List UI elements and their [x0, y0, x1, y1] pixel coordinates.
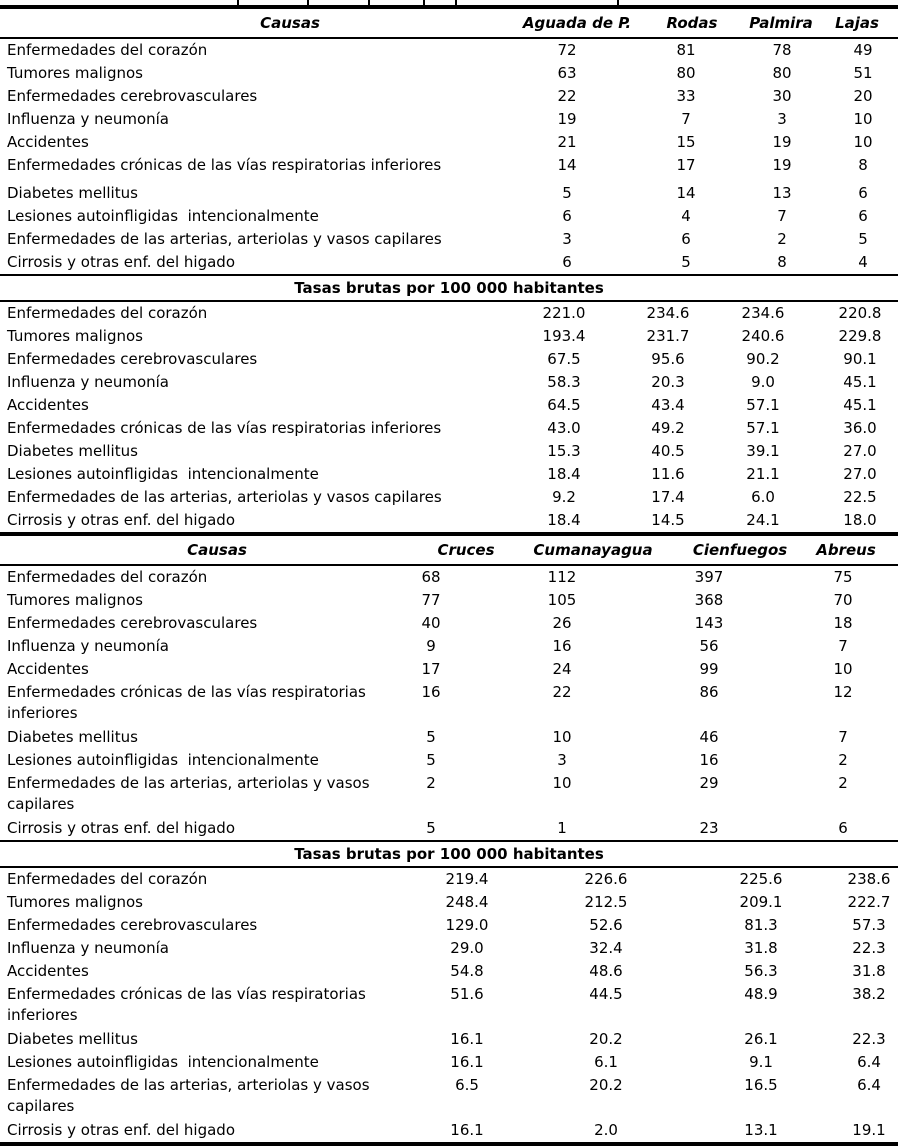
value-cell: 36.0: [843, 419, 877, 437]
cause-label: Enfermedades crónicas de las vías respiratorias inferiores: [7, 156, 442, 174]
value-cell: 24.1: [746, 511, 780, 529]
value-cell: 3: [777, 110, 787, 128]
value-cell: 77: [421, 591, 441, 609]
value-cell: 57.3: [852, 916, 886, 934]
table2-rates-section: [0, 868, 898, 1142]
value-cell: 105: [547, 591, 577, 609]
table-row: [0, 486, 898, 509]
table2-header-row: [0, 536, 898, 566]
value-cell: 231.7: [646, 327, 690, 345]
cause-label: Accidentes: [7, 396, 89, 414]
value-cell: 29.0: [450, 939, 484, 957]
value-cell: 1: [557, 819, 567, 837]
cause-label: Cirrosis y otras enf. del higado: [7, 511, 236, 529]
value-cell: 193.4: [542, 327, 586, 345]
value-cell: 11.6: [651, 465, 685, 483]
cause-label: Enfermedades del corazón: [7, 870, 208, 888]
value-cell: 40.5: [651, 442, 685, 460]
value-cell: 80: [772, 64, 792, 82]
cause-label: Cirrosis y otras enf. del higado: [7, 819, 236, 837]
value-cell: 222.7: [847, 893, 891, 911]
value-cell: 99: [699, 660, 719, 678]
value-cell: 45.1: [843, 396, 877, 414]
value-cell: 81: [676, 41, 696, 59]
cause-label: Enfermedades cerebrovasculares: [7, 87, 258, 105]
table-row: [0, 131, 898, 154]
value-cell: 6: [858, 207, 868, 225]
cause-label: Enfermedades del corazón: [7, 304, 208, 322]
value-cell: 49.2: [651, 419, 685, 437]
value-cell: 13.1: [744, 1121, 778, 1139]
value-cell: 57.1: [746, 419, 780, 437]
table-row: [0, 205, 898, 228]
value-cell: 26.1: [744, 1030, 778, 1048]
municipality-column-header: Rodas: [666, 14, 718, 32]
value-cell: 7: [838, 637, 848, 655]
cause-label: Diabetes mellitus: [7, 442, 138, 460]
value-cell: 368: [694, 591, 724, 609]
table-row: [0, 1028, 898, 1051]
value-cell: 238.6: [847, 870, 891, 888]
municipality-column-header: Lajas: [835, 14, 879, 32]
value-cell: 24: [552, 660, 572, 678]
cause-label: Enfermedades de las arterias, arteriolas y vasos capilares: [7, 774, 375, 813]
value-cell: 240.6: [741, 327, 785, 345]
table-row: [0, 417, 898, 440]
value-cell: 32.4: [589, 939, 623, 957]
table-row: [0, 251, 898, 274]
value-cell: 56.3: [744, 962, 778, 980]
value-cell: 17: [676, 156, 696, 174]
table-row: [0, 371, 898, 394]
table-row: [0, 658, 898, 681]
value-cell: 2.0: [594, 1121, 618, 1139]
cell-divider-tick: [423, 0, 425, 7]
municipality-column-header: Abreus: [816, 541, 876, 559]
value-cell: 2: [777, 230, 787, 248]
value-cell: 7: [838, 728, 848, 746]
value-cell: 27.0: [843, 465, 877, 483]
municipality-column-header: Cienfuegos: [692, 541, 788, 559]
table1-counts-section: [0, 39, 898, 274]
value-cell: 209.1: [739, 893, 783, 911]
value-cell: 31.8: [744, 939, 778, 957]
value-cell: 6: [838, 819, 848, 837]
value-cell: 16: [421, 683, 441, 701]
value-cell: 18.0: [843, 511, 877, 529]
cell-divider-tick: [237, 0, 239, 7]
value-cell: 13: [772, 184, 792, 202]
value-cell: 81.3: [744, 916, 778, 934]
value-cell: 4: [681, 207, 691, 225]
value-cell: 5: [562, 184, 572, 202]
value-cell: 5: [426, 819, 436, 837]
table1-rates-section: [0, 302, 898, 532]
cause-label: Cirrosis y otras enf. del higado: [7, 1121, 236, 1139]
value-cell: 16.1: [450, 1030, 484, 1048]
table-row: [0, 1074, 898, 1119]
table-row: [0, 394, 898, 417]
value-cell: 9.0: [751, 373, 775, 391]
value-cell: 22: [557, 87, 577, 105]
value-cell: 72: [557, 41, 577, 59]
table-row: [0, 891, 898, 914]
value-cell: 6: [858, 184, 868, 202]
value-cell: 19: [557, 110, 577, 128]
value-cell: 6.0: [751, 488, 775, 506]
cause-label: Tumores malignos: [7, 591, 143, 609]
cause-label: Influenza y neumonía: [7, 939, 169, 957]
cause-label: Diabetes mellitus: [7, 184, 138, 202]
value-cell: 20.2: [589, 1030, 623, 1048]
value-cell: 20.3: [651, 373, 685, 391]
value-cell: 38.2: [852, 985, 886, 1003]
table1-header-row: [0, 9, 898, 39]
value-cell: 31.8: [852, 962, 886, 980]
value-cell: 10: [853, 110, 873, 128]
value-cell: 52.6: [589, 916, 623, 934]
value-cell: 220.8: [838, 304, 882, 322]
value-cell: 6.5: [455, 1076, 479, 1094]
cause-label: Enfermedades de las arterias, arteriolas y vasos capilares: [7, 230, 442, 248]
table-row: [0, 228, 898, 251]
value-cell: 8: [777, 253, 787, 271]
cropped-row-remnant: [0, 0, 898, 9]
value-cell: 18.4: [547, 465, 581, 483]
cause-label: Influenza y neumonía: [7, 373, 169, 391]
cause-label: Accidentes: [7, 133, 89, 151]
value-cell: 48.6: [589, 962, 623, 980]
value-cell: 219.4: [445, 870, 489, 888]
table-row: [0, 937, 898, 960]
value-cell: 45.1: [843, 373, 877, 391]
cause-label: Tumores malignos: [7, 327, 143, 345]
value-cell: 212.5: [584, 893, 628, 911]
value-cell: 58.3: [547, 373, 581, 391]
table-row: [0, 589, 898, 612]
cause-label: Enfermedades cerebrovasculares: [7, 350, 258, 368]
value-cell: 63: [557, 64, 577, 82]
value-cell: 21.1: [746, 465, 780, 483]
table-row: [0, 509, 898, 532]
table-row: [0, 62, 898, 85]
value-cell: 70: [833, 591, 853, 609]
value-cell: 43.0: [547, 419, 581, 437]
value-cell: 22.5: [843, 488, 877, 506]
table-row: [0, 108, 898, 131]
value-cell: 40: [421, 614, 441, 632]
value-cell: 90.1: [843, 350, 877, 368]
value-cell: 2: [838, 774, 848, 792]
value-cell: 10: [833, 660, 853, 678]
value-cell: 56: [699, 637, 719, 655]
value-cell: 57.1: [746, 396, 780, 414]
value-cell: 49: [853, 41, 873, 59]
municipality-column-header: Cumanayagua: [533, 541, 653, 559]
municipality-column-header: Cruces: [437, 541, 495, 559]
value-cell: 9.2: [552, 488, 576, 506]
value-cell: 15.3: [547, 442, 581, 460]
value-cell: 5: [681, 253, 691, 271]
value-cell: 17: [421, 660, 441, 678]
value-cell: 129.0: [445, 916, 489, 934]
value-cell: 15: [676, 133, 696, 151]
causes-column-header: Causas: [187, 541, 247, 559]
value-cell: 27.0: [843, 442, 877, 460]
value-cell: 234.6: [646, 304, 690, 322]
cause-label: Tumores malignos: [7, 64, 143, 82]
table-row: [0, 914, 898, 937]
cause-label: Enfermedades cerebrovasculares: [7, 614, 258, 632]
cause-label: Enfermedades crónicas de las vías respiratorias inferiores: [7, 419, 442, 437]
value-cell: 33: [676, 87, 696, 105]
value-cell: 29: [699, 774, 719, 792]
cause-label: Accidentes: [7, 962, 89, 980]
value-cell: 21: [557, 133, 577, 151]
value-cell: 6.4: [857, 1053, 881, 1071]
value-cell: 7: [681, 110, 691, 128]
value-cell: 3: [557, 751, 567, 769]
value-cell: 112: [547, 568, 577, 586]
table-row: [0, 960, 898, 983]
cell-divider-tick: [455, 0, 457, 7]
value-cell: 20.2: [589, 1076, 623, 1094]
value-cell: 234.6: [741, 304, 785, 322]
value-cell: 20: [853, 87, 873, 105]
value-cell: 5: [426, 728, 436, 746]
cause-label: Enfermedades del corazón: [7, 41, 208, 59]
value-cell: 22.3: [852, 939, 886, 957]
table-row: [0, 612, 898, 635]
cause-label: Accidentes: [7, 660, 89, 678]
value-cell: 14: [557, 156, 577, 174]
value-cell: 6: [681, 230, 691, 248]
value-cell: 8: [858, 156, 868, 174]
value-cell: 143: [694, 614, 724, 632]
value-cell: 80: [676, 64, 696, 82]
table-row: [0, 983, 898, 1028]
cause-label: Diabetes mellitus: [7, 728, 138, 746]
value-cell: 6.4: [857, 1076, 881, 1094]
value-cell: 16.1: [450, 1121, 484, 1139]
table1-rates-section-title: Tasas brutas por 100 000 habitantes: [0, 274, 898, 302]
value-cell: 39.1: [746, 442, 780, 460]
cause-label: Enfermedades de las arterias, arteriolas y vasos capilares: [7, 1076, 375, 1115]
municipality-column-header: Palmira: [749, 14, 813, 32]
value-cell: 17.4: [651, 488, 685, 506]
table-aguada-rodas-palmira-lajas: [0, 9, 898, 532]
value-cell: 19: [772, 133, 792, 151]
value-cell: 44.5: [589, 985, 623, 1003]
table-row: [0, 463, 898, 486]
value-cell: 225.6: [739, 870, 783, 888]
value-cell: 23: [699, 819, 719, 837]
value-cell: 6.1: [594, 1053, 618, 1071]
value-cell: 90.2: [746, 350, 780, 368]
cause-label: Lesiones autoinfligidas intencionalmente: [7, 465, 319, 483]
value-cell: 18.4: [547, 511, 581, 529]
cause-label: Tumores malignos: [7, 893, 143, 911]
table-row: [0, 681, 898, 726]
table-row: [0, 772, 898, 817]
value-cell: 43.4: [651, 396, 685, 414]
value-cell: 16: [699, 751, 719, 769]
value-cell: 14.5: [651, 511, 685, 529]
value-cell: 19: [772, 156, 792, 174]
value-cell: 18: [833, 614, 853, 632]
table-row: [0, 182, 898, 205]
cause-label: Diabetes mellitus: [7, 1030, 138, 1048]
cause-label: Enfermedades de las arterias, arteriolas y vasos capilares: [7, 488, 442, 506]
table2-counts-section: [0, 566, 898, 840]
value-cell: 6: [562, 253, 572, 271]
value-cell: 10: [853, 133, 873, 151]
table-row: [0, 1051, 898, 1074]
value-cell: 95.6: [651, 350, 685, 368]
value-cell: 16: [552, 637, 572, 655]
cause-label: Enfermedades cerebrovasculares: [7, 916, 258, 934]
table-row: [0, 302, 898, 325]
cause-label: Influenza y neumonía: [7, 110, 169, 128]
value-cell: 54.8: [450, 962, 484, 980]
value-cell: 10: [552, 774, 572, 792]
cause-label: Enfermedades crónicas de las vías respiratorias inferiores: [7, 985, 371, 1024]
table-row: [0, 868, 898, 891]
value-cell: 7: [777, 207, 787, 225]
value-cell: 22.3: [852, 1030, 886, 1048]
table-row: [0, 325, 898, 348]
cause-label: Lesiones autoinfligidas intencionalmente: [7, 1053, 319, 1071]
cause-label: Lesiones autoinfligidas intencionalmente: [7, 751, 319, 769]
cell-divider-tick: [617, 0, 619, 7]
table-row: [0, 817, 898, 840]
value-cell: 48.9: [744, 985, 778, 1003]
value-cell: 10: [552, 728, 572, 746]
value-cell: 9: [426, 637, 436, 655]
value-cell: 16.1: [450, 1053, 484, 1071]
cell-divider-tick: [307, 0, 309, 7]
table-row: [0, 39, 898, 62]
value-cell: 5: [858, 230, 868, 248]
value-cell: 86: [699, 683, 719, 701]
value-cell: 14: [676, 184, 696, 202]
cause-label: Enfermedades crónicas de las vías respiratorias inferiores: [7, 683, 371, 722]
cell-divider-tick: [368, 0, 370, 7]
value-cell: 12: [833, 683, 853, 701]
value-cell: 46: [699, 728, 719, 746]
value-cell: 51.6: [450, 985, 484, 1003]
value-cell: 3: [562, 230, 572, 248]
value-cell: 16.5: [744, 1076, 778, 1094]
value-cell: 221.0: [542, 304, 586, 322]
cause-label: Cirrosis y otras enf. del higado: [7, 253, 236, 271]
value-cell: 68: [421, 568, 441, 586]
value-cell: 4: [858, 253, 868, 271]
municipality-column-header: Aguada de P.: [522, 14, 632, 32]
cause-label: Influenza y neumonía: [7, 637, 169, 655]
value-cell: 9.1: [749, 1053, 773, 1071]
value-cell: 229.8: [838, 327, 882, 345]
value-cell: 75: [833, 568, 853, 586]
value-cell: 26: [552, 614, 572, 632]
table-row: [0, 85, 898, 108]
value-cell: 2: [426, 774, 436, 792]
table2-rates-section-title: Tasas brutas por 100 000 habitantes: [0, 840, 898, 868]
value-cell: 30: [772, 87, 792, 105]
table-row: [0, 154, 898, 177]
cause-label: Enfermedades del corazón: [7, 568, 208, 586]
value-cell: 22: [552, 683, 572, 701]
value-cell: 67.5: [547, 350, 581, 368]
value-cell: 64.5: [547, 396, 581, 414]
cause-label: Lesiones autoinfligidas intencionalmente: [7, 207, 319, 225]
value-cell: 51: [853, 64, 873, 82]
table-cruces-cumanayagua-cienfuegos-abreus: [0, 532, 898, 1142]
table-row: [0, 635, 898, 658]
value-cell: 6: [562, 207, 572, 225]
value-cell: 226.6: [584, 870, 628, 888]
table-row: [0, 440, 898, 463]
value-cell: 2: [838, 751, 848, 769]
value-cell: 397: [694, 568, 724, 586]
value-cell: 248.4: [445, 893, 489, 911]
value-cell: 5: [426, 751, 436, 769]
table-row: [0, 726, 898, 749]
causes-column-header: Causas: [260, 14, 320, 32]
table-row: [0, 749, 898, 772]
table-row: [0, 348, 898, 371]
table-row: [0, 1119, 898, 1142]
table-row: [0, 566, 898, 589]
value-cell: 78: [772, 41, 792, 59]
value-cell: 19.1: [852, 1121, 886, 1139]
